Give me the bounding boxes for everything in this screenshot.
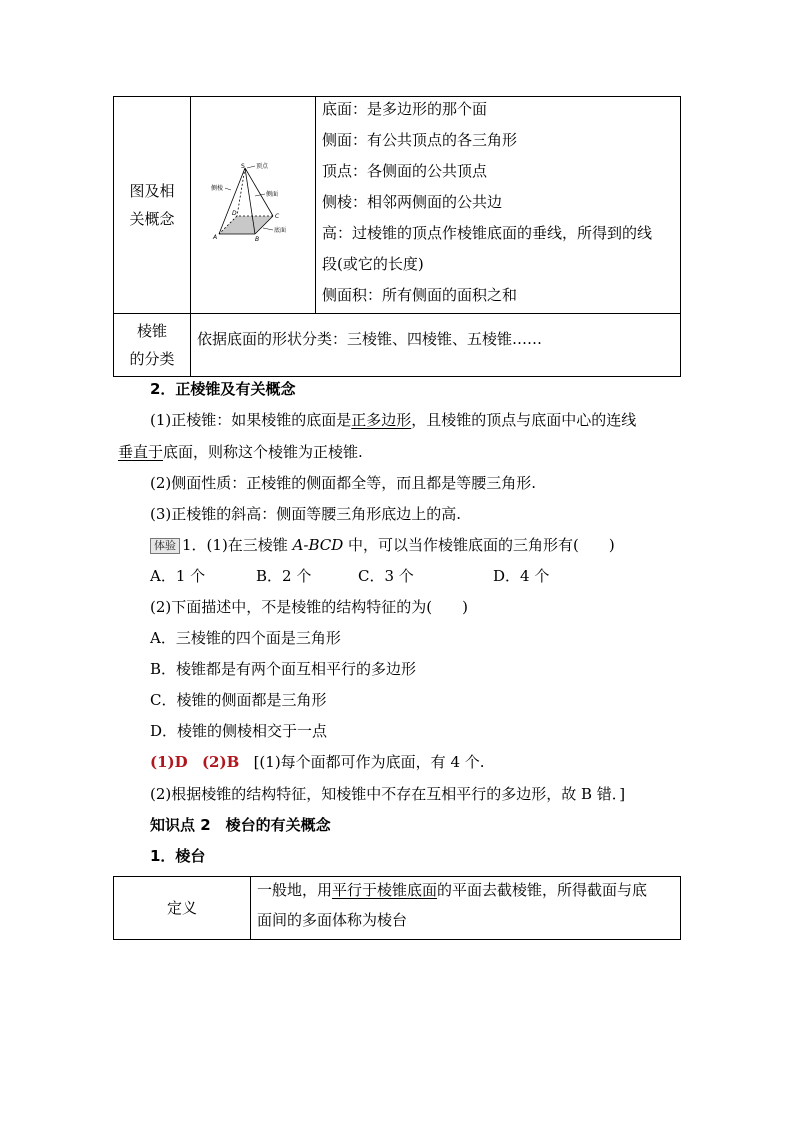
- answer-line: [150, 752, 485, 772]
- q2-option-a: A．三棱锥的四个面是三角形: [150, 629, 341, 647]
- def-text-b: 的平面去截棱锥，所得截面与底: [437, 881, 648, 899]
- q2-option-b: B．棱锥都是有两个面互相平行的多边形: [150, 660, 417, 678]
- apex-leader: [247, 166, 255, 168]
- concept-apex: 顶点：各侧面的公共顶点: [322, 162, 488, 180]
- pyramid-figure-cell: [191, 97, 316, 314]
- explanation-1: [(1)每个面都可作为底面，有 4 个.: [253, 753, 485, 771]
- label-base: 底面: [274, 227, 287, 234]
- section2-p3: (3)正棱锥的斜高：侧面等腰三角形底边上的高.: [150, 505, 462, 523]
- definition-line2: 面间的多面体称为棱台: [257, 911, 408, 929]
- exercise-q1: [150, 535, 615, 555]
- section2-title: 2．正棱锥及有关概念: [150, 380, 296, 398]
- p1-underlined-perpendicular: 垂直于: [118, 443, 164, 461]
- lateral-edge-leader: [225, 188, 231, 190]
- concept-lateral-edge: 侧棱：相邻两侧面的公共边: [322, 193, 503, 211]
- concepts-cell: [316, 97, 681, 314]
- knowledge-title: 知识点 2 棱台的有关概念: [150, 816, 331, 834]
- classification-header-line2: 的分类: [129, 350, 175, 368]
- definition-cell: [251, 877, 681, 940]
- q1-option-a: A．1 个: [150, 567, 206, 585]
- concept-lateral-area: 侧面积：所有侧面的面积之和: [322, 286, 518, 304]
- definition-header: 定义: [166, 899, 197, 917]
- p1-text-c: 底面，则称这个棱锥为正棱锥.: [163, 443, 363, 461]
- answer-2: (2)B: [201, 753, 240, 771]
- q1-option-c: C．3 个: [358, 567, 414, 585]
- exercise-q2: (2)下面描述中，不是棱锥的结构特征的为( ): [150, 598, 468, 616]
- concept-height: 高：过棱锥的顶点作棱锥底面的垂线，所得到的线: [322, 224, 653, 242]
- q1-option-d: D．4 个: [493, 567, 550, 585]
- def-text-a: 一般地，用: [257, 881, 333, 899]
- classification-cell: [191, 314, 681, 377]
- def-underlined: 平行于棱锥底面: [332, 881, 438, 899]
- label-lateral-face: 侧面: [266, 191, 279, 198]
- frustum-subtitle: 1．棱台: [150, 847, 206, 865]
- q2-option-c: C．棱锥的侧面都是三角形: [150, 691, 327, 709]
- figure-header-line1: 图及相: [129, 182, 175, 200]
- explanation-2: (2)根据棱锥的结构特征，知棱锥中不存在互相平行的多边形，故 B 错．]: [150, 785, 626, 803]
- q1-text-a: 1．(1)在三棱锥: [182, 536, 293, 554]
- label-S: S: [241, 163, 245, 170]
- label-A: A: [213, 234, 218, 241]
- frustum-definition-table: [113, 876, 681, 940]
- p1-underlined-regular-polygon: 正多边形: [351, 411, 412, 429]
- p1-text-a: (1)正棱锥：如果棱锥的底面是: [150, 411, 352, 429]
- q1-variable: A-BCD: [292, 536, 344, 554]
- section2-p2: (2)侧面性质：正棱锥的侧面都全等，而且都是等腰三角形.: [150, 474, 537, 492]
- base-leader: [263, 228, 273, 230]
- q2-option-d: D．棱锥的侧棱相交于一点: [150, 722, 328, 740]
- base-fill: [219, 216, 273, 234]
- exercise-tag: 体验: [150, 538, 180, 554]
- label-C: C: [275, 213, 280, 220]
- label-lateral-edge: 侧棱: [211, 185, 224, 192]
- q1-option-b: B．2 个: [256, 567, 312, 585]
- figure-header-cell: [114, 97, 191, 314]
- classification-header-cell: [114, 314, 191, 377]
- concept-lateral-face: 侧面：有公共顶点的各三角形: [322, 131, 518, 149]
- figure-header-line2: 关概念: [129, 210, 175, 228]
- label-apex: 顶点: [256, 163, 269, 170]
- q1-text-b: 中，可以当作棱锥底面的三角形有( ): [343, 536, 615, 554]
- p1-text-b: ，且棱锥的顶点与底面中心的连线: [411, 411, 637, 429]
- definition-header-cell: [114, 877, 251, 940]
- concept-height-cont: 段(或它的长度): [322, 255, 424, 273]
- classification-header-line1: 棱锥: [136, 322, 167, 340]
- concept-base: 底面：是多边形的那个面: [322, 100, 488, 118]
- definition-line1: [257, 880, 647, 900]
- edge-SD: [237, 168, 245, 216]
- classification-text: 依据底面的形状分类：三棱锥、四棱锥、五棱锥……: [197, 330, 543, 348]
- label-B: B: [255, 236, 260, 243]
- section2-p1-line2: [118, 442, 363, 462]
- answer-1: (1)D: [150, 753, 188, 771]
- pyramid-concept-table: [113, 96, 681, 377]
- label-D: D: [232, 210, 237, 217]
- section2-p1-line1: [150, 410, 636, 430]
- pyramid-figure: [197, 160, 309, 250]
